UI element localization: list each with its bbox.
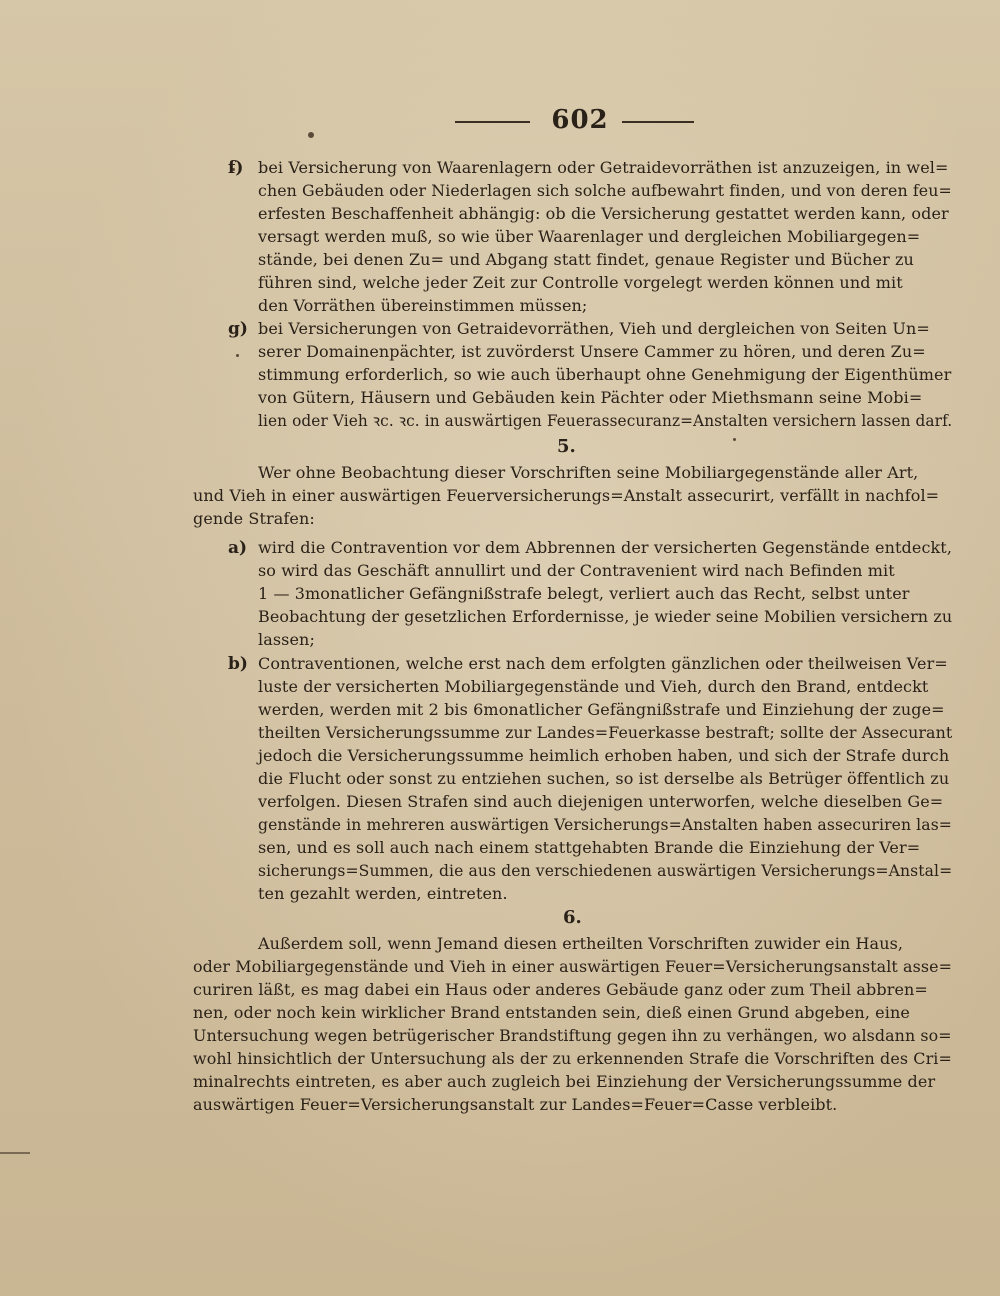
text-line: verfolgen. Diesen Strafen sind auch diejenigen unterworfen, welche dieselben Ge= <box>258 792 944 811</box>
text-line: führen sind, welche jeder Zeit zur Controlle vorgelegt werden können und mit <box>258 273 903 292</box>
text-line: Beobachtung der gesetzlichen Erfordernisse, je wieder seine Mobilien versichern zu <box>258 607 953 626</box>
text-line: versagt werden muß, so wie über Waarenlager und dergleichen Mobiliargegen= <box>258 227 921 246</box>
text-line: oder Mobiliargegenstände und Vieh in einer auswärtigen Feuer=Versicherungsanstalt asse= <box>193 957 952 976</box>
text-line: bei Versicherungen von Getraidevorräthen, Vieh und dergleichen von Seiten Un= <box>258 319 930 338</box>
section-6-number: 6. <box>563 907 582 928</box>
header-rule-left <box>455 121 530 123</box>
ink-speck <box>236 354 239 357</box>
text-line: auswärtigen Feuer=Versicherungsanstalt zur Landes=Feuer=Casse verbleibt. <box>193 1095 838 1114</box>
text-line: lien oder Vieh ꝛc. ꝛc. in auswärtigen Feuerassecuranz=Anstalten versichern lassen darf. <box>258 411 953 430</box>
header-rule-right <box>622 121 694 123</box>
text-line: ten gezahlt werden, eintreten. <box>258 884 508 903</box>
text-line: sicherungs=Summen, die aus den verschiedenen auswärtigen Versicherungs=Anstal= <box>258 861 953 880</box>
text-line: werden, werden mit 2 bis 6monatlicher Gefängnißstrafe und Einziehung der zuge= <box>258 700 945 719</box>
item-g-marker: g) <box>228 319 248 339</box>
text-line: wohl hinsichtlich der Untersuchung als der zu erkennenden Strafe die Vorschriften des Cri= <box>193 1049 952 1068</box>
text-line: von Gütern, Häusern und Gebäuden kein Pächter oder Miethsmann seine Mobi= <box>258 388 923 407</box>
text-line: curiren läßt, es mag dabei ein Haus oder anderes Gebäude ganz oder zum Theil abbren= <box>193 980 928 999</box>
text-line: den Vorräthen übereinstimmen müssen; <box>258 296 588 315</box>
text-line: die Flucht oder sonst zu entziehen suchen, so ist derselbe als Betrüger öffentlich zu <box>258 769 950 788</box>
text-line: minalrechts eintreten, es aber auch zugleich bei Einziehung der Versicherungssumme der <box>193 1072 936 1091</box>
text-line: genstände in mehreren auswärtigen Versicherungs=Anstalten haben assecuriren las= <box>258 815 952 834</box>
ink-speck <box>308 132 314 138</box>
text-line: bei Versicherung von Waarenlagern oder Getraidevorräthen ist anzuzeigen, in wel= <box>258 158 949 177</box>
page-number: 602 <box>551 105 609 135</box>
text-line: serer Domainenpächter, ist zuvörderst Unsere Cammer zu hören, und deren Zu= <box>258 342 926 361</box>
ink-speck <box>733 438 736 441</box>
text-line: Contraventionen, welche erst nach dem erfolgten gänzlichen oder theilweisen Ver= <box>258 654 948 673</box>
text-line: Wer ohne Beobachtung dieser Vorschriften seine Mobiliargegenstände aller Art, <box>258 463 919 482</box>
text-line: stimmung erforderlich, so wie auch überhaupt ohne Genehmigung der Eigenthümer <box>258 365 952 384</box>
text-line: wird die Contravention vor dem Abbrennen der versicherten Gegenstände entdeckt, <box>258 538 953 557</box>
text-line: Untersuchung wegen betrügerischer Brandstiftung gegen ihn zu verhängen, wo alsdann so= <box>193 1026 952 1045</box>
page-edge-mark <box>0 1152 30 1154</box>
section-5-number: 5. <box>557 436 576 457</box>
text-line: 1 — 3monatlicher Gefängnißstrafe belegt, verliert auch das Recht, selbst unter <box>258 584 910 603</box>
page-header <box>0 102 1000 138</box>
text-line: luste der versicherten Mobiliargegenstände und Vieh, durch den Brand, entdeckt <box>258 677 929 696</box>
text-line: nen, oder noch kein wirklicher Brand entstanden sein, dieß einen Grund abgeben, eine <box>193 1003 910 1022</box>
text-line: stände, bei denen Zu= und Abgang statt findet, genaue Register und Bücher zu <box>258 250 914 269</box>
text-line: gende Strafen: <box>193 509 315 528</box>
item-b-marker: b) <box>228 654 248 674</box>
text-line: theilten Versicherungssumme zur Landes=Feuerkasse bestraft; sollte der Assecurant <box>258 723 953 742</box>
text-line: lassen; <box>258 630 315 649</box>
text-line: Außerdem soll, wenn Jemand diesen ertheilten Vorschriften zuwider ein Haus, <box>258 934 904 953</box>
text-line: chen Gebäuden oder Niederlagen sich solche aufbewahrt finden, und von deren feu= <box>258 181 952 200</box>
text-line: sen, und es soll auch nach einem stattgehabten Brande die Einziehung der Ver= <box>258 838 921 857</box>
text-line: erfesten Beschaffenheit abhängig: ob die Versicherung gestattet werden kann, oder <box>258 204 949 223</box>
text-line: so wird das Geschäft annullirt und der Contravenient wird nach Befinden mit <box>258 561 895 580</box>
text-line: und Vieh in einer auswärtigen Feuerversicherungs=Anstalt assecurirt, verfällt in nachfol= <box>193 486 940 505</box>
text-line: jedoch die Versicherungssumme heimlich erhoben haben, und sich der Strafe durch <box>258 746 950 765</box>
item-f-marker: f) <box>228 158 244 178</box>
item-a-marker: a) <box>228 538 248 558</box>
